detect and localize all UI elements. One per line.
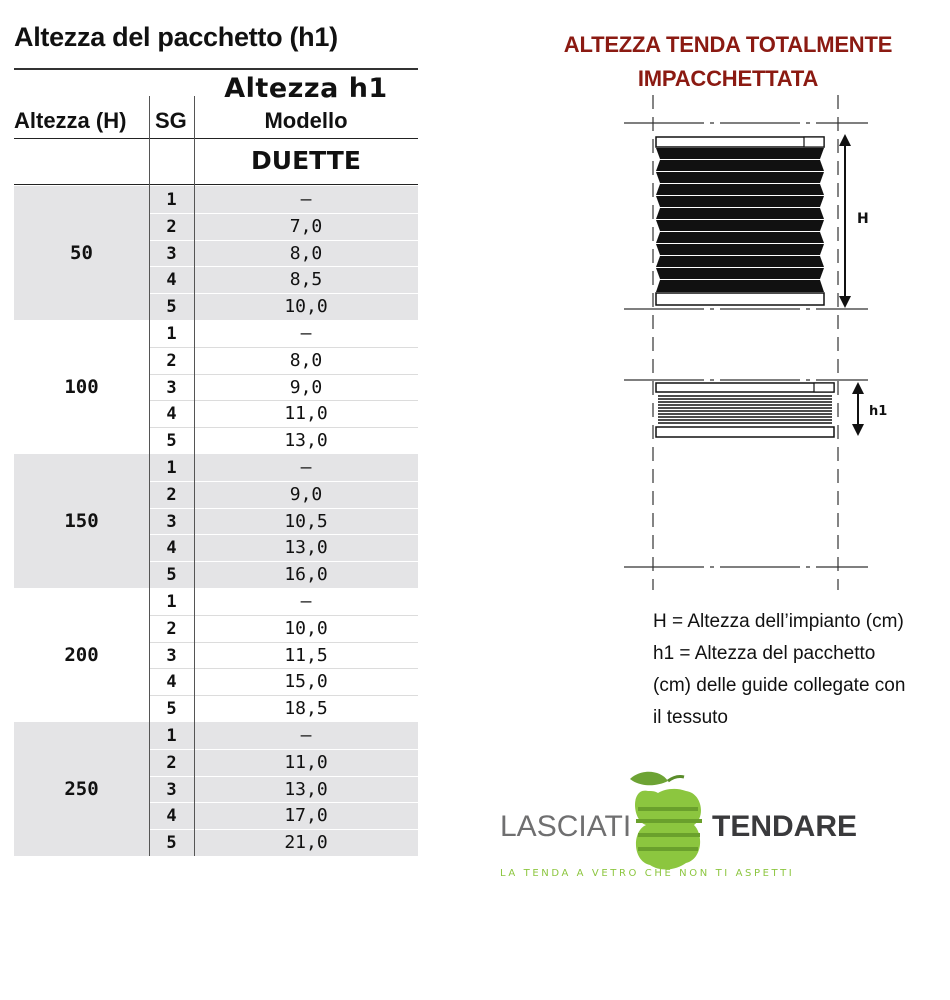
table-row [149,347,418,375]
sg-cell: 4 [166,806,177,827]
logo-tagline: LA TENDA A VETRO CHE NON TI ASPETTI [500,868,795,879]
group-height-label: 50 [70,242,93,264]
table-row [149,427,418,455]
logo-word-tendare: TENDARE [712,810,858,843]
table-row [149,508,418,536]
legend-line: il tessuto [653,707,728,728]
sg-cell: 3 [166,645,177,666]
table-row [149,400,418,428]
sg-cell: 5 [166,833,177,854]
h1-value-cell: 8,0 [289,242,323,264]
table-row [149,695,418,723]
group-height-label: 200 [64,644,99,666]
group-height-label: 150 [64,510,99,532]
header-modello: Modello [264,108,348,133]
blind-height-diagram [620,90,888,600]
table-group [14,186,418,320]
h1-value-cell: 13,0 [284,778,328,800]
table-row [149,454,418,482]
label-h1: h1 [869,404,888,419]
h1-value-cell: 11,5 [284,644,328,666]
h1-value-cell: 10,0 [284,617,328,639]
table-row [149,776,418,804]
sg-cell: 2 [166,618,177,639]
label-H: H [857,211,869,227]
table-row [149,186,418,214]
table-top-rule [14,68,418,70]
table-row [149,534,418,562]
sg-cell: 2 [166,484,177,505]
logo-word-lasciati: LASCIATI [500,810,632,843]
group-height-label: 100 [64,376,99,398]
sg-cell: 3 [166,377,177,398]
sg-cell: 4 [166,270,177,291]
h1-value-cell: – [300,725,312,746]
header-altezza-h: Altezza (H) [14,108,127,133]
h1-value-cell: 11,0 [284,403,328,425]
sg-cell: 5 [166,297,177,318]
sg-cell: 4 [166,404,177,425]
h1-value-cell: 7,0 [289,215,323,237]
sg-cell: 3 [166,511,177,532]
sg-cell: 1 [166,458,177,478]
table-row [149,481,418,509]
h1-value-cell: 13,0 [284,430,328,452]
table-row [149,213,418,241]
sg-cell: 1 [166,592,177,612]
legend-line: h1 = Altezza del pacchetto [653,643,876,664]
table-row [149,293,418,320]
page-title: Altezza del pacchetto (h1) [14,22,338,52]
column-divider-sg [149,96,150,856]
h1-value-cell: – [300,189,312,210]
header-bottom-rule [14,184,418,185]
sg-cell: 3 [166,779,177,800]
table-group [14,588,418,722]
table-row [149,615,418,643]
column-divider-value [194,96,195,856]
h1-value-cell: 16,0 [284,564,328,586]
h1-value-cell: 21,0 [284,832,328,854]
table-row [149,320,418,348]
h1-value-cell: 18,5 [284,698,328,720]
sg-cell: 4 [166,672,177,693]
table-row [149,642,418,670]
h1-value-cell: 11,0 [284,751,328,773]
header-model-duette: DUETTE [251,146,361,175]
header-sg: SG [155,108,187,133]
sg-cell: 4 [166,538,177,559]
h1-value-cell: 10,5 [284,510,328,532]
table-row [149,240,418,268]
sg-cell: 5 [166,565,177,586]
h1-value-cell: – [300,591,312,612]
h1-value-cell: – [300,323,312,344]
sg-cell: 3 [166,243,177,264]
table-group [14,722,418,856]
sg-cell: 5 [166,699,177,720]
diagram-title-line1: ALTEZZA TENDA TOTALMENTE [563,32,893,57]
blind-packed-icon [656,383,834,437]
sg-cell: 1 [166,190,177,210]
h1-value-cell: 8,0 [289,349,323,371]
h1-value-cell: 15,0 [284,671,328,693]
table-row [149,668,418,696]
sg-cell: 1 [166,324,177,344]
table-row [149,266,418,294]
sg-cell: 2 [166,350,177,371]
h1-value-cell: 9,0 [289,483,323,505]
height-h1-arrow [852,382,864,436]
table-row [149,749,418,777]
sg-cell: 5 [166,431,177,452]
table-row [149,722,418,750]
h1-value-cell: 17,0 [284,805,328,827]
table-group [14,320,418,454]
h1-value-cell: 13,0 [284,537,328,559]
header-rule [14,138,418,139]
legend-line: H = Altezza dell’impianto (cm) [653,611,904,632]
h1-value-cell: – [300,457,312,478]
h1-value-cell: 10,0 [284,296,328,318]
sg-cell: 2 [166,216,177,237]
diagram-title-line2: IMPACCHETTATA [637,66,819,91]
height-H-arrow [839,134,851,308]
sg-cell: 2 [166,752,177,773]
blind-extended-icon [656,137,824,305]
sg-cell: 1 [166,726,177,746]
table-row [149,561,418,588]
header-altezza-h1: Altezza h1 [224,73,388,104]
table-row [149,829,418,856]
apple-icon [630,772,702,870]
table-row [149,374,418,402]
table-row [149,802,418,830]
h1-value-cell: 8,5 [289,269,323,291]
table-row [149,588,418,616]
table-group [14,454,418,588]
h1-value-cell: 9,0 [289,376,323,398]
legend-line: (cm) delle guide collegate con [653,675,906,696]
group-height-label: 250 [64,778,99,800]
